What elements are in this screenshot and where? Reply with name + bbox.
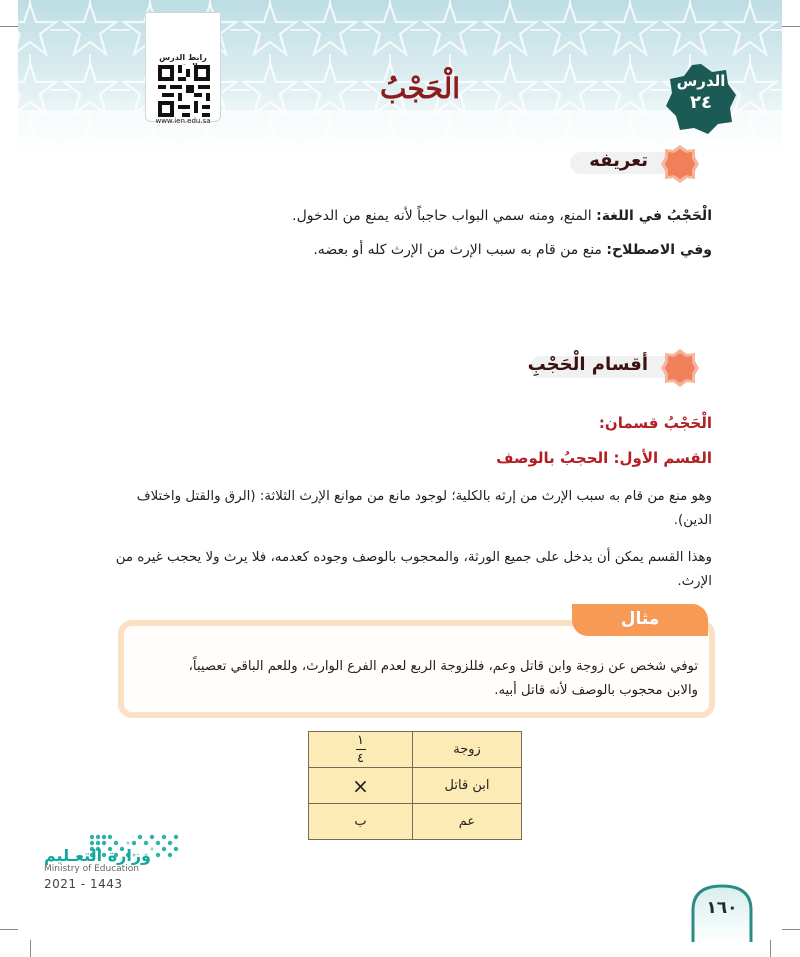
section-heading-text: أقسام الْحَجْبِ bbox=[527, 354, 648, 375]
qr-code[interactable] bbox=[158, 65, 210, 117]
heir-cell: عم bbox=[413, 804, 522, 840]
example-label: مثال bbox=[620, 609, 660, 629]
crop-mark bbox=[770, 940, 771, 957]
crop-mark bbox=[782, 929, 800, 930]
definition-text-lexical: المنع، ومنه سمي البواب حاجباً لأنه يمنع من الدخول. bbox=[292, 208, 597, 224]
heir-cell: زوجة bbox=[413, 732, 522, 768]
section-heading-types bbox=[520, 348, 700, 384]
paragraph-1-line-2: الدين). bbox=[673, 513, 712, 528]
edition-year: 2021 - 1443 bbox=[44, 877, 123, 891]
share-cell: × bbox=[309, 768, 413, 804]
section-heading-text: تعريفه bbox=[589, 150, 648, 171]
section-heading-definition bbox=[560, 144, 700, 180]
qr-panel bbox=[145, 12, 221, 125]
qr-title: رابط الدرس bbox=[159, 53, 207, 62]
qr-url: www.ien.edu.sa bbox=[155, 117, 211, 125]
table-row bbox=[309, 804, 522, 840]
lesson-label: الدرس bbox=[676, 72, 726, 90]
table-row bbox=[309, 732, 522, 768]
paragraph-1-line-1: وهو منع من قام به سبب الإرث من إرثه بالكلية؛ لوجود مانع من موانع الإرث الثلاثة: (الرق والقتل واختلاف bbox=[136, 489, 712, 504]
definition-line-lexical bbox=[72, 205, 712, 227]
term-lexical: الْحَجْبُ في اللغة: bbox=[596, 208, 712, 224]
ministry-name-english: Ministry of Education bbox=[44, 864, 139, 874]
paragraph-2-line-2: الإرث. bbox=[677, 574, 712, 589]
example-line-1: توفي شخص عن زوجة وابن قاتل وعم، فللزوجة الربع لعدم الفرع الوارث، وللعم الباقي تعصيباً، bbox=[188, 659, 698, 674]
lesson-number: ٢٤ bbox=[690, 92, 712, 113]
share-cell bbox=[309, 732, 413, 768]
page-number: ١٦٠ bbox=[706, 898, 738, 918]
crop-mark bbox=[30, 940, 31, 957]
definition-line-technical bbox=[72, 239, 712, 261]
octagon-icon bbox=[660, 348, 700, 388]
crop-mark bbox=[0, 929, 18, 930]
fraction-numerator: ١ bbox=[357, 732, 364, 748]
types-subheading: الْحَجْبُ قسمان: bbox=[598, 414, 712, 432]
octagon-icon bbox=[660, 144, 700, 184]
ministry-name-arabic: وزارة التعـليم bbox=[44, 846, 151, 865]
fraction bbox=[356, 734, 366, 765]
fraction-denominator: ٤ bbox=[357, 750, 364, 766]
inheritance-table bbox=[308, 731, 522, 840]
heir-cell: ابن قاتل bbox=[413, 768, 522, 804]
table-row bbox=[309, 768, 522, 804]
share-cell: ب bbox=[309, 804, 413, 840]
lesson-title: الْحَجْبُ bbox=[380, 72, 460, 105]
example-line-2: والابن محجوب بالوصف لأنه قاتل أبيه. bbox=[494, 683, 698, 698]
definition-text-technical: منع من قام به سبب الإرث من الإرث كله أو بعضه. bbox=[313, 242, 607, 258]
term-technical: وفي الاصطلاح: bbox=[606, 242, 712, 258]
paragraph-2-line-1: وهذا القسم يمكن أن يدخل على جميع الورثة، والمحجوب بالوصف وجوده كعدمه، فلا يرث ولا يحجب غيره من bbox=[115, 550, 712, 565]
part-one-title: القسم الأول: الحجبُ بالوصف bbox=[496, 449, 712, 467]
